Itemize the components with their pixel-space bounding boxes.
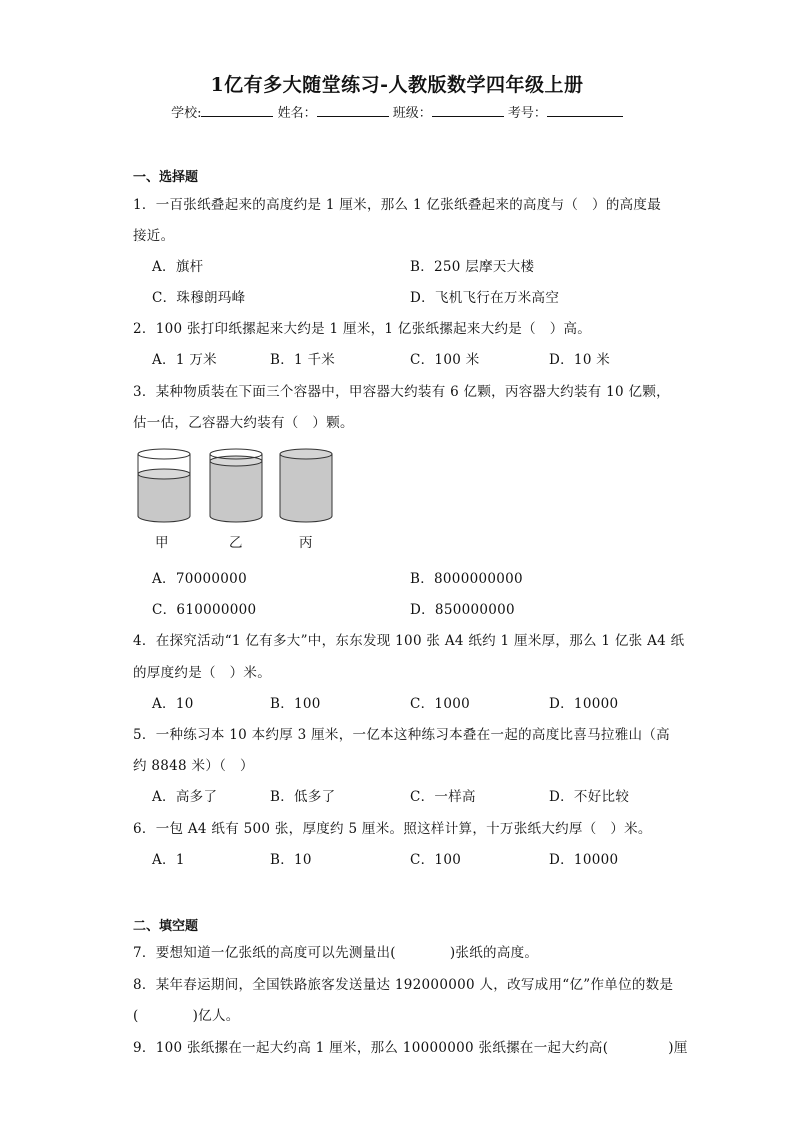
section-heading-fill-blank: 二、填空题 xyxy=(133,919,199,934)
question-3-option-b[interactable]: B．8000000000 xyxy=(410,571,523,587)
question-7-after: )张纸的高度。 xyxy=(449,945,539,961)
question-9-before: 9．100 张纸摞在一起大约高 1 厘米，那么 10000000 张纸摞在一起大约高( xyxy=(133,1040,609,1056)
question-6-option-b[interactable]: B．10 xyxy=(270,852,312,868)
question-9-after: )厘 xyxy=(668,1040,688,1056)
question-4-text-cont: 的厚度约是（ ）米。 xyxy=(133,665,271,681)
question-2-option-c[interactable]: C．100 米 xyxy=(410,352,480,368)
student-info-line xyxy=(0,102,794,121)
school-label: 学校: xyxy=(171,106,202,121)
exam-number-blank[interactable] xyxy=(547,103,623,117)
question-3-option-c[interactable]: C．610000000 xyxy=(152,602,257,618)
question-8-after: )亿人。 xyxy=(192,1008,240,1024)
question-8-text-cont xyxy=(133,1004,240,1024)
question-4-text: 4．在探究活动“1 亿有多大”中，东东发现 100 张 A4 纸约 1 厘米厚，那么 1 亿张 A4 纸 xyxy=(133,633,685,649)
class-blank[interactable] xyxy=(432,103,504,117)
section-heading-choice: 一、选择题 xyxy=(133,170,199,185)
question-7-before: 7．要想知道一亿张纸的高度可以先测量出( xyxy=(133,945,396,961)
question-6-option-a[interactable]: A．1 xyxy=(152,852,185,868)
question-4-option-d[interactable]: D．10000 xyxy=(549,696,619,712)
question-4-option-c[interactable]: C．1000 xyxy=(410,696,470,712)
question-7-text xyxy=(133,941,538,961)
question-1-option-d[interactable]: D．飞机飞行在万米高空 xyxy=(410,290,560,306)
question-5-option-c[interactable]: C．一样高 xyxy=(410,789,476,805)
question-2-option-a[interactable]: A．1 万米 xyxy=(152,352,217,368)
containers-figure xyxy=(133,444,343,526)
question-5-option-b[interactable]: B．低多了 xyxy=(270,789,336,805)
question-6-option-c[interactable]: C．100 xyxy=(410,852,462,868)
question-9-text xyxy=(133,1036,688,1056)
page-title: 1亿有多大随堂练习-人教版数学四年级上册 xyxy=(210,74,584,96)
question-6-option-d[interactable]: D．10000 xyxy=(549,852,619,868)
question-8-text: 8．某年春运期间，全国铁路旅客发送量达 192000000 人，改写成用“亿”作单位的数是 xyxy=(133,977,674,993)
exam-number-label: 考号： xyxy=(507,106,547,121)
question-5-option-d[interactable]: D．不好比较 xyxy=(549,789,630,805)
question-6-text: 6．一包 A4 纸有 500 张，厚度约 5 厘米。照这样计算，十万张纸大约厚（ ）米。 xyxy=(133,821,652,837)
question-5-text: 5．一种练习本 10 本约厚 3 厘米，一亿本这种练习本叠在一起的高度比喜马拉雅山（高 xyxy=(133,727,670,743)
question-3-option-d[interactable]: D．850000000 xyxy=(410,602,515,618)
question-2-text: 2．100 张打印纸摞起来大约是 1 厘米，1 亿张纸摞起来大约是（ ）高。 xyxy=(133,321,592,337)
question-4-option-b[interactable]: B．100 xyxy=(270,696,321,712)
question-3-text: 3．某种物质装在下面三个容器中，甲容器大约装有 6 亿颗，丙容器大约装有 10 亿颗， xyxy=(133,384,670,400)
name-blank[interactable] xyxy=(317,103,389,117)
container-label-yi: 乙 xyxy=(229,535,243,551)
school-blank[interactable] xyxy=(201,103,273,117)
question-1-option-a[interactable]: A．旗杆 xyxy=(152,259,204,275)
container-bing xyxy=(280,449,332,522)
question-3-text-cont: 估一估，乙容器大约装有（ ）颗。 xyxy=(133,415,354,431)
container-jia xyxy=(138,449,190,522)
question-1-text: 1．一百张纸叠起来的高度约是 1 厘米，那么 1 亿张纸叠起来的高度与（ ）的高度最 xyxy=(133,197,662,213)
question-1-option-c[interactable]: C．珠穆朗玛峰 xyxy=(152,290,246,306)
class-label: 班级： xyxy=(392,106,432,121)
question-4-option-a[interactable]: A．10 xyxy=(152,696,194,712)
question-2-option-d[interactable]: D．10 米 xyxy=(549,352,611,368)
question-5-option-a[interactable]: A．高多了 xyxy=(152,789,218,805)
question-2-option-b[interactable]: B．1 千米 xyxy=(270,352,336,368)
container-yi xyxy=(210,449,262,522)
question-1-text-cont: 接近。 xyxy=(133,228,175,244)
question-3-option-a[interactable]: A．70000000 xyxy=(152,571,247,587)
question-5-text-cont: 约 8848 米）（ ） xyxy=(133,758,254,774)
question-1-option-b[interactable]: B．250 层摩天大楼 xyxy=(410,259,535,275)
question-8-open: ( xyxy=(133,1008,139,1024)
container-label-bing: 丙 xyxy=(299,535,313,551)
name-label: 姓名： xyxy=(277,106,317,121)
container-label-jia: 甲 xyxy=(155,535,169,551)
